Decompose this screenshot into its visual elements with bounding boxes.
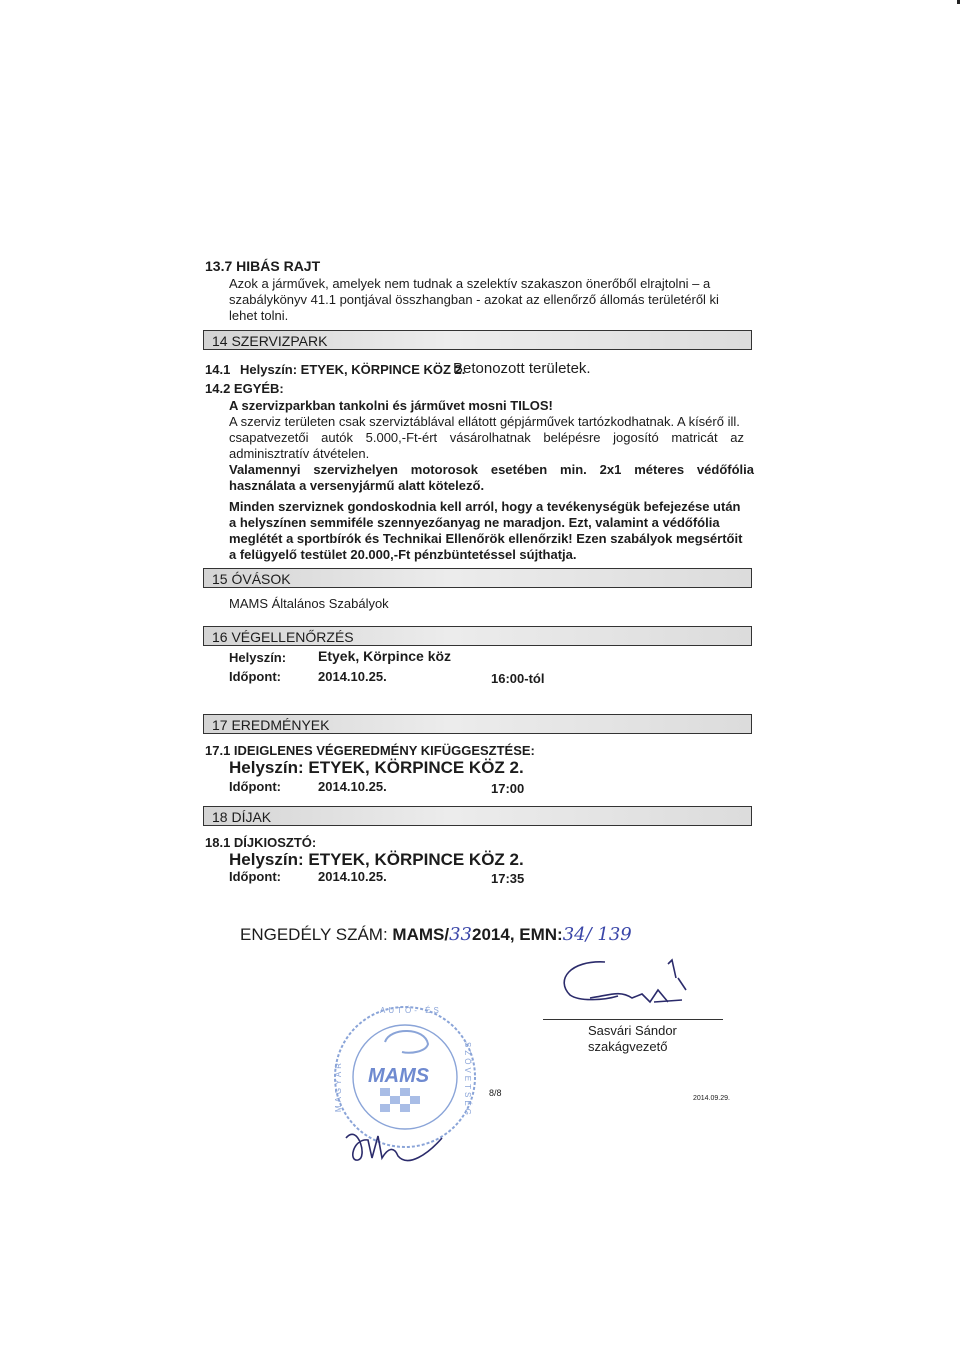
s14-rule-3: meglétét a sportbírók és Technikai Ellenőrök ellenőrzik! Ezen szabályok megsértőit — [229, 531, 743, 546]
stamp-ring-left: MAGYAR — [334, 1060, 343, 1113]
s14-rule-1: Minden szerviznek gondoskodnia kell arról, hogy a tevékenységük befejezése után — [229, 499, 741, 514]
s16-time-label: Időpont: — [229, 669, 281, 684]
s17-time: 17:00 — [491, 781, 525, 796]
s18-location: Helyszín: ETYEK, KÖRPINCE KÖZ 2. — [229, 850, 524, 869]
s14-line-2: A szerviz területen csak szerviztáblával ellátott gépjárművek tartózkodhatnak. A kísérő ill. — [229, 414, 740, 429]
stamp-ring-top: AUTÓ- ÉS — [380, 1006, 442, 1015]
s18-1-heading: 18.1 DÍJKIOSZTÓ: — [205, 835, 317, 850]
s14-line-1: A szervizparkban tankolni és járművet mosni TILOS! — [229, 398, 553, 413]
s14-1-location: Helyszín: ETYEK, KÖRPINCE KÖZ 2. — [240, 362, 466, 377]
s18-time: 17:35 — [491, 871, 525, 886]
s16-location-label: Helyszín: — [229, 650, 287, 665]
footer-date: 2014.09.29. — [693, 1095, 730, 1102]
s17-time-label: Időpont: — [229, 779, 281, 794]
s17-date: 2014.10.25. — [318, 779, 387, 794]
section-17-bar: 17 EREDMÉNYEK — [203, 714, 752, 734]
stamp-signature-graphic — [338, 1118, 448, 1168]
permit-handwritten-1: 33 — [449, 924, 472, 945]
section-16-bar: 16 VÉGELLENŐRZÉS — [203, 626, 752, 646]
stamp-center-text: MAMS — [368, 1065, 430, 1087]
s16-date: 2014.10.25. — [318, 669, 387, 684]
section-13-7-heading: 13.7 HIBÁS RAJT — [205, 258, 321, 274]
permit-prefix: ENGEDÉLY SZÁM: — [240, 925, 393, 944]
s14-2-heading: 14.2 EGYÉB: — [205, 381, 284, 396]
s18-date: 2014.10.25. — [318, 869, 387, 884]
signer-name: Sasvári Sándor — [588, 1023, 677, 1038]
s14-line-4: adminisztratív átvételen. — [229, 446, 370, 461]
s16-location-value: Etyek, Körpince köz — [318, 648, 452, 664]
s14-line-3: csapatvezetői autók 5.000,-Ft-ért vásárolhatnak belépésre jogosító matricát az — [229, 430, 744, 445]
signature-line — [543, 1019, 723, 1020]
s13-line-3: lehet tolni. — [229, 308, 289, 323]
section-15-bar: 15 ÓVÁSOK — [203, 568, 752, 588]
section-14-bar: 14 SZERVIZPARK — [203, 330, 752, 350]
s14-1-rest: Betonozott területek. — [453, 360, 591, 377]
signer-title: szakágvezető — [588, 1039, 668, 1054]
s13-line-2: szabálykönyv 41.1 pontjával összhangban - azokat az ellenőrző állomás területéről ki — [229, 292, 719, 307]
s14-line-6: használata a versenyjármű alatt kötelező. — [229, 478, 485, 493]
s18-time-label: Időpont: — [229, 869, 281, 884]
permit-handwritten-2: 34/ 139 — [562, 924, 632, 945]
stamp-ring-right: SZÖVETSÉG — [463, 1042, 472, 1118]
s14-rule-2: a helyszínen semmiféle szennyezőanyag ne maradjon. Ezt, valamint a védőfólia — [229, 515, 720, 530]
s17-1-heading: 17.1 IDEIGLENES VÉGEREDMÉNY KIFÜGGESZTÉSE: — [205, 743, 535, 758]
page-number: 8/8 — [489, 1088, 502, 1098]
permit-year: 2014, EMN: — [472, 925, 563, 944]
s16-time: 16:00-tól — [491, 671, 545, 686]
signature-graphic — [550, 950, 710, 1020]
s15-text: MAMS Általános Szabályok — [229, 596, 389, 611]
section-18-bar: 18 DÍJAK — [203, 806, 752, 826]
s13-line-1: Azok a járművek, amelyek nem tudnak a szelektív szakaszon önerőből elrajtolni – a — [229, 276, 711, 291]
s14-1-number: 14.1 — [205, 362, 231, 377]
s14-rule-4: a felügyelő testület 20.000,-Ft pénzbüntetéssel sújthatja. — [229, 547, 577, 562]
permit-number — [240, 925, 632, 945]
s17-location: Helyszín: ETYEK, KÖRPINCE KÖZ 2. — [229, 758, 524, 777]
permit-mams: MAMS/ — [392, 925, 450, 944]
s14-line-5: Valamennyi szervizhelyen motorosok esetében min. 2x1 méteres védőfólia — [229, 462, 754, 477]
